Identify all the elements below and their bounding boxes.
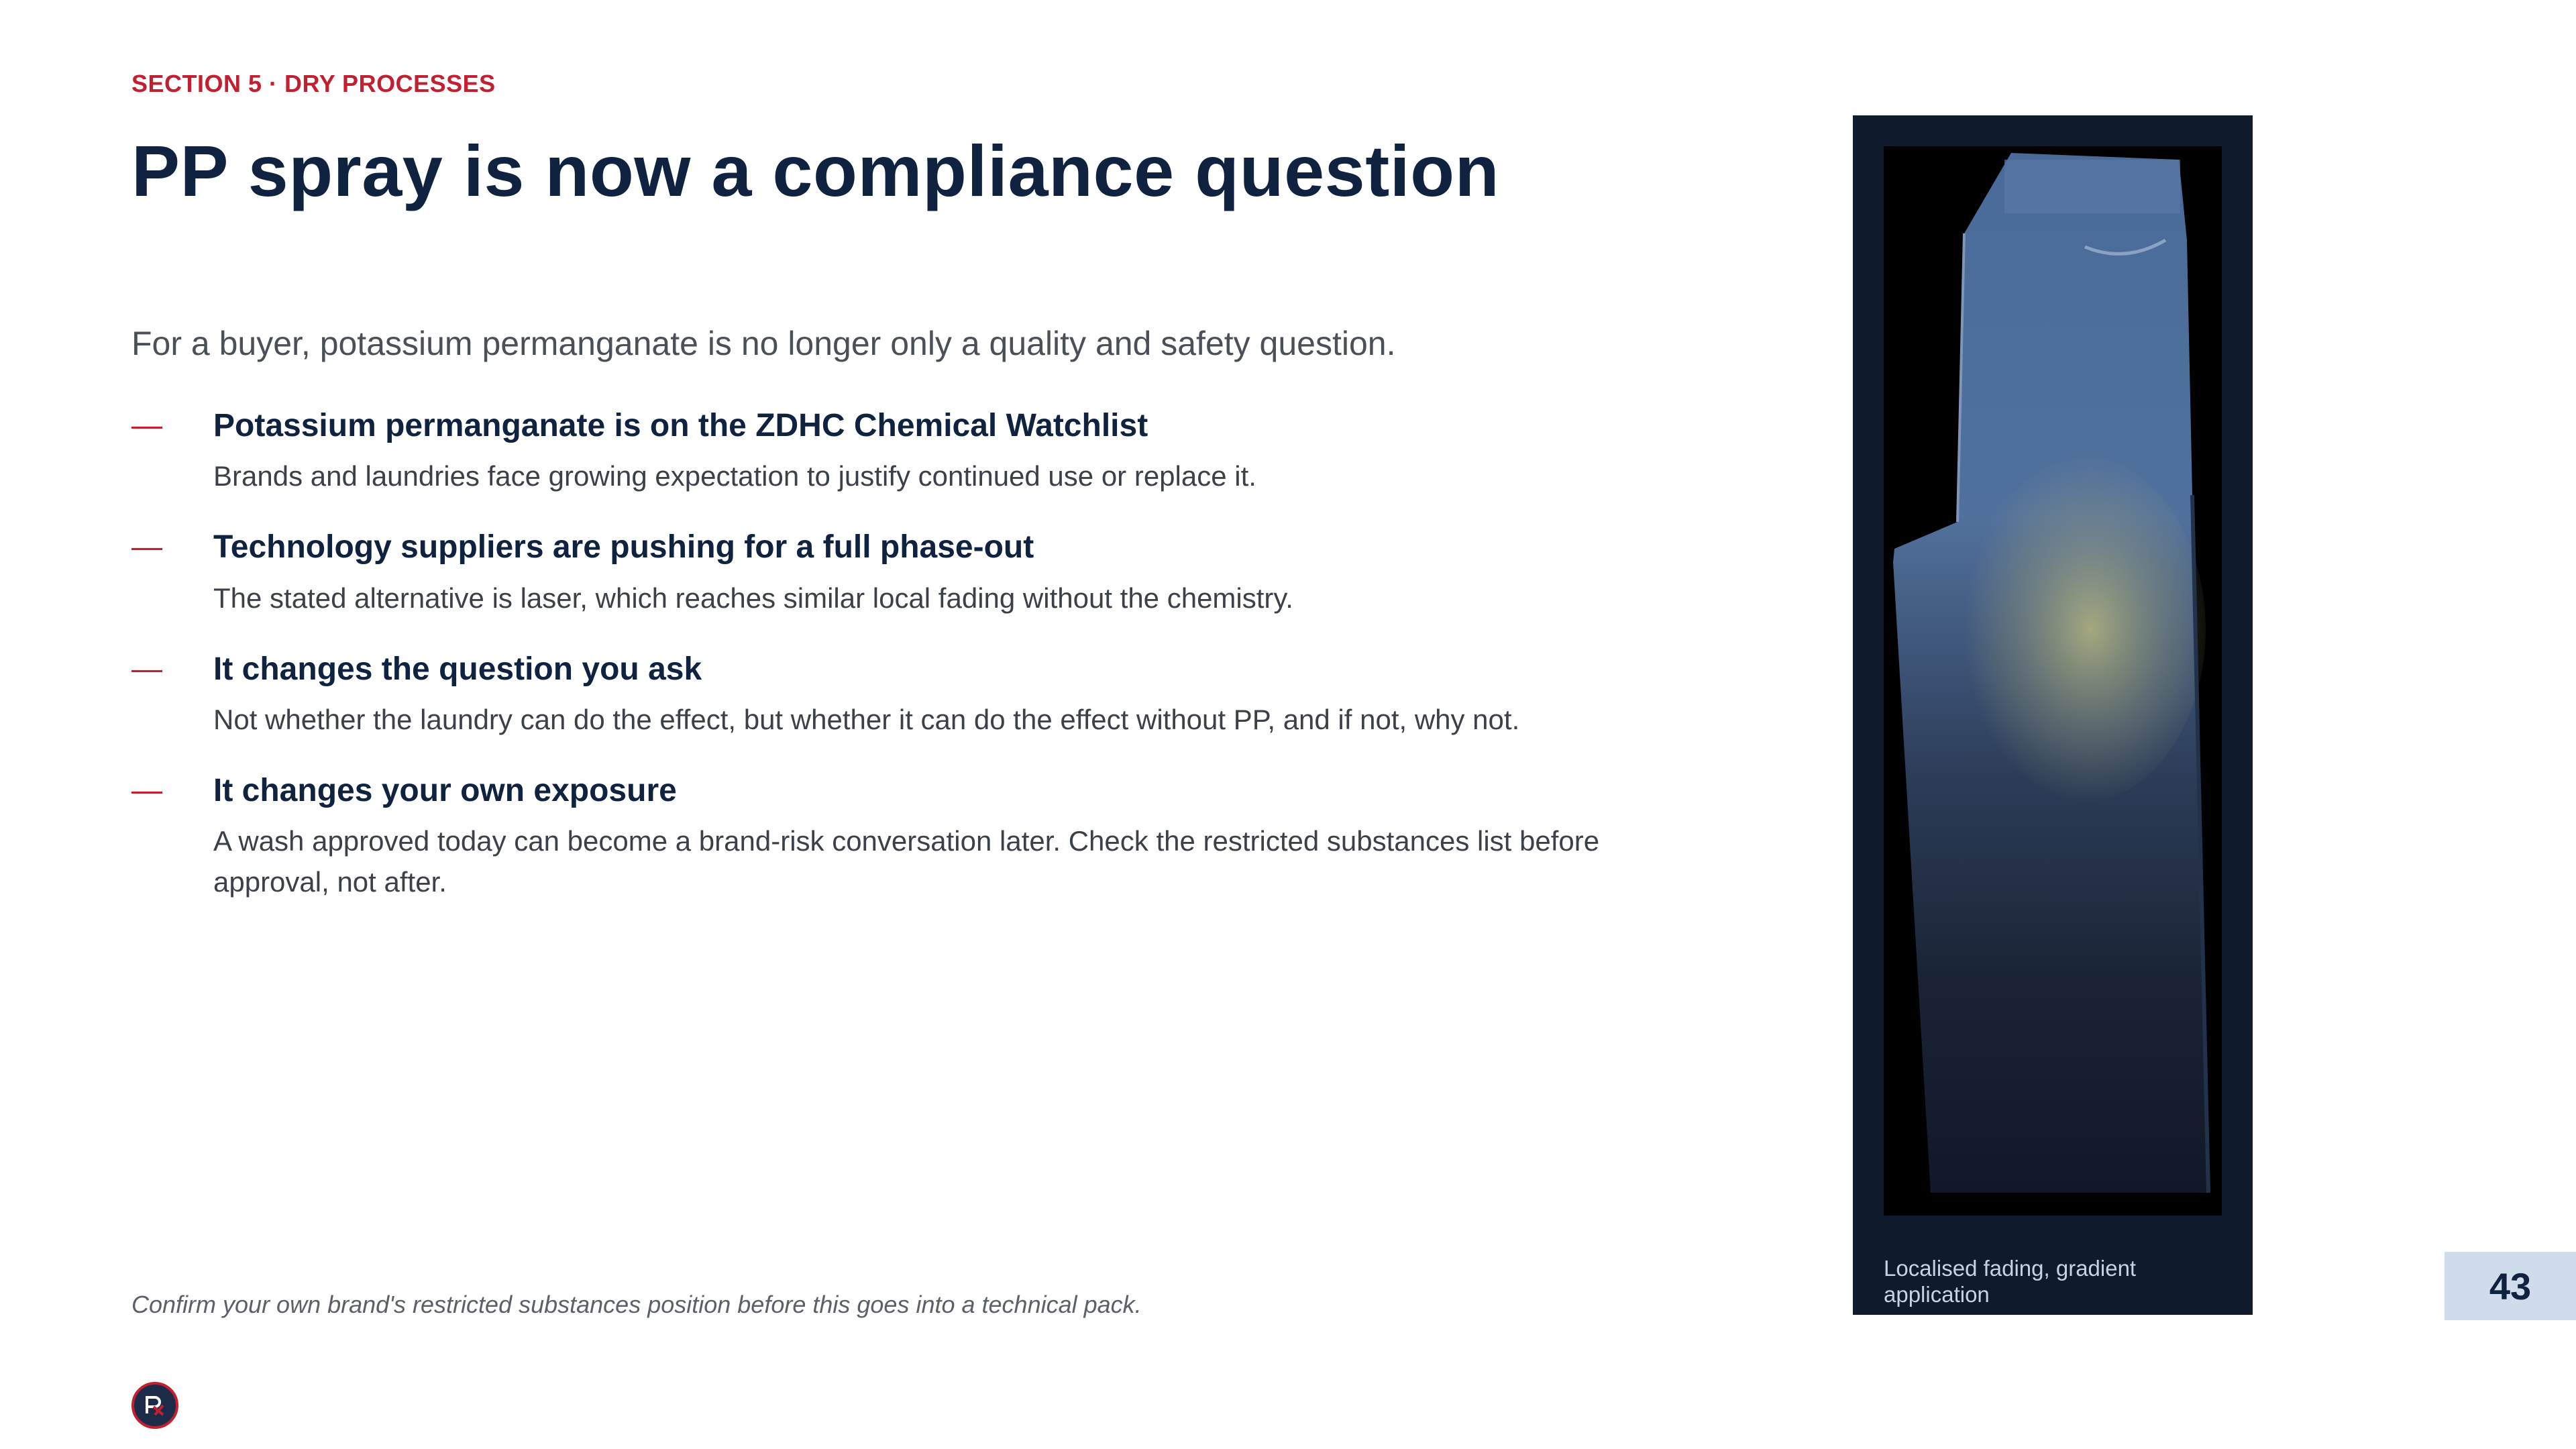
- page-number: 43: [2445, 1252, 2576, 1320]
- bullet-body: Brands and laundries face growing expectation to justify continued use or replace it.: [213, 460, 1256, 492]
- dash-icon: —: [131, 407, 162, 442]
- bullet-title: It changes your own exposure: [213, 772, 677, 808]
- jeans-illustration-icon: [1884, 146, 2222, 1216]
- footnote: Confirm your own brand's restricted substances position before this goes into a technical pack.: [131, 1291, 1142, 1318]
- image-panel: [1853, 115, 2253, 1315]
- bullet-body: The stated alternative is laser, which reaches similar local fading without the chemistry.: [213, 582, 1293, 614]
- bullet-item: [131, 527, 1634, 619]
- bullet-body: Not whether the laundry can do the effect, but whether it can do the effect without PP, and if not, why not.: [213, 703, 1520, 735]
- intro-text: For a buyer, potassium permanganate is no longer only a quality and safety question.: [131, 325, 1396, 362]
- dash-icon: —: [131, 529, 162, 564]
- image-caption: Localised fading, gradient application: [1884, 1256, 2137, 1307]
- logo-mark-icon: [142, 1392, 168, 1419]
- bullet-item: [131, 405, 1634, 497]
- jeans-photo: [1884, 146, 2222, 1216]
- dash-icon: —: [131, 650, 162, 686]
- slide-title: PP spray is now a compliance question: [131, 130, 1500, 211]
- bullet-title: Potassium permanganate is on the ZDHC Chemical Watchlist: [213, 408, 1148, 443]
- bullet-title: Technology suppliers are pushing for a full phase-out: [213, 529, 1034, 566]
- brand-logo-icon: [131, 1382, 178, 1429]
- bullet-title: It changes the question you ask: [213, 651, 702, 687]
- bullet-item: [131, 649, 1634, 741]
- section-label: SECTION 5 · DRY PROCESSES: [131, 70, 496, 97]
- bullet-body: A wash approved today can become a brand-risk conversation later. Check the restricted substances list before approval, not after.: [213, 825, 1600, 898]
- dash-icon: —: [131, 771, 162, 807]
- bullet-item: [131, 770, 1634, 903]
- bullet-list: [131, 405, 1634, 932]
